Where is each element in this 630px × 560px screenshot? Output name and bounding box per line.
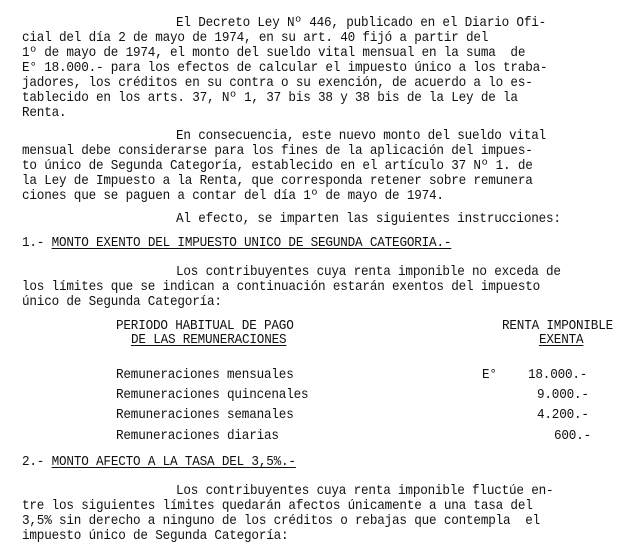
intro-line-7: Renta. bbox=[22, 106, 67, 121]
para2-line-5: ciones que se paguen a contar del día 1º de mayo de 1974. bbox=[22, 189, 444, 204]
table-col2-header-line-1: RENTA IMPONIBLE bbox=[502, 319, 614, 334]
section2-line-4: impuesto único de Segunda Categoría: bbox=[22, 529, 289, 544]
section1-line-3: único de Segunda Categoría: bbox=[22, 295, 222, 310]
intro-line-2: cial del día 2 de mayo de 1974, en su art. 40 fijó a partir del bbox=[22, 31, 489, 46]
section1-line-1: Los contribuyentes cuya renta imponible no exceda de bbox=[176, 265, 561, 280]
table-row-1-value: 18.000.- bbox=[528, 368, 588, 383]
section1-title: MONTO EXENTO DEL IMPUESTO UNICO DE SEGUNDA CATEGORIA.- bbox=[51, 236, 452, 251]
section2-line-1: Los contribuyentes cuya renta imponible fluctúe en- bbox=[176, 484, 554, 499]
intro-line-1: El Decreto Ley Nº 446, publicado en el Diario Ofi- bbox=[176, 16, 547, 31]
table-row-4-value: 600.- bbox=[554, 429, 592, 444]
section2-heading bbox=[22, 456, 296, 470]
intro-line-5: jadores, los créditos en su contra o su exención, de acuerdo a lo es- bbox=[22, 76, 533, 91]
section2-title: MONTO AFECTO A LA TASA DEL 3,5%.- bbox=[51, 455, 296, 470]
section2-number: 2.- bbox=[22, 455, 45, 470]
table-row-3-value: 4.200.- bbox=[537, 408, 589, 423]
table-col1-header-line-2: DE LAS REMUNERACIONES bbox=[131, 333, 287, 348]
table-row-4-label: Remuneraciones diarias bbox=[116, 429, 279, 444]
intro-line-6: tablecido en los arts. 37, Nº 1, 37 bis 38 y 38 bis de la Ley de la bbox=[22, 91, 518, 106]
para2-line-1: En consecuencia, este nuevo monto del sueldo vital bbox=[176, 129, 547, 144]
para2-line-4: la Ley de Impuesto a la Renta, que corresponda retener sobre remunera bbox=[22, 174, 533, 189]
table-currency: E° bbox=[482, 368, 497, 383]
table-row-2-label: Remuneraciones quincenales bbox=[116, 388, 309, 403]
para2-line-3: to único de Segunda Categoría, establecido en el artículo 37 Nº 1. de bbox=[22, 159, 533, 174]
table-col1-header-line-1: PERIODO HABITUAL DE PAGO bbox=[116, 319, 294, 334]
section1-line-2: los límites que se indican a continuación estarán exentos del impuesto bbox=[22, 280, 541, 295]
section2-line-2: tre los siguientes límites quedarán afectos únicamente a una tasa del bbox=[22, 499, 533, 514]
section2-line-3: 3,5% sin derecho a ninguno de los créditos o rebajas que contempla el bbox=[22, 514, 541, 529]
table-col2-header-line-2: EXENTA bbox=[539, 333, 584, 348]
para2-line-2: mensual debe considerarse para los fines de la aplicación del impues- bbox=[22, 144, 533, 159]
intro-line-3: 1º de mayo de 1974, el monto del sueldo vital mensual en la suma de bbox=[22, 46, 526, 61]
section1-number: 1.- bbox=[22, 236, 45, 251]
table-row-3-label: Remuneraciones semanales bbox=[116, 408, 294, 423]
table-row-2-value: 9.000.- bbox=[537, 388, 589, 403]
para3-line-1: Al efecto, se imparten las siguientes instrucciones: bbox=[176, 212, 561, 227]
table-row-1-label: Remuneraciones mensuales bbox=[116, 368, 294, 383]
section1-heading bbox=[22, 237, 451, 251]
intro-line-4: E° 18.000.- para los efectos de calcular el impuesto único a los traba- bbox=[22, 61, 548, 76]
